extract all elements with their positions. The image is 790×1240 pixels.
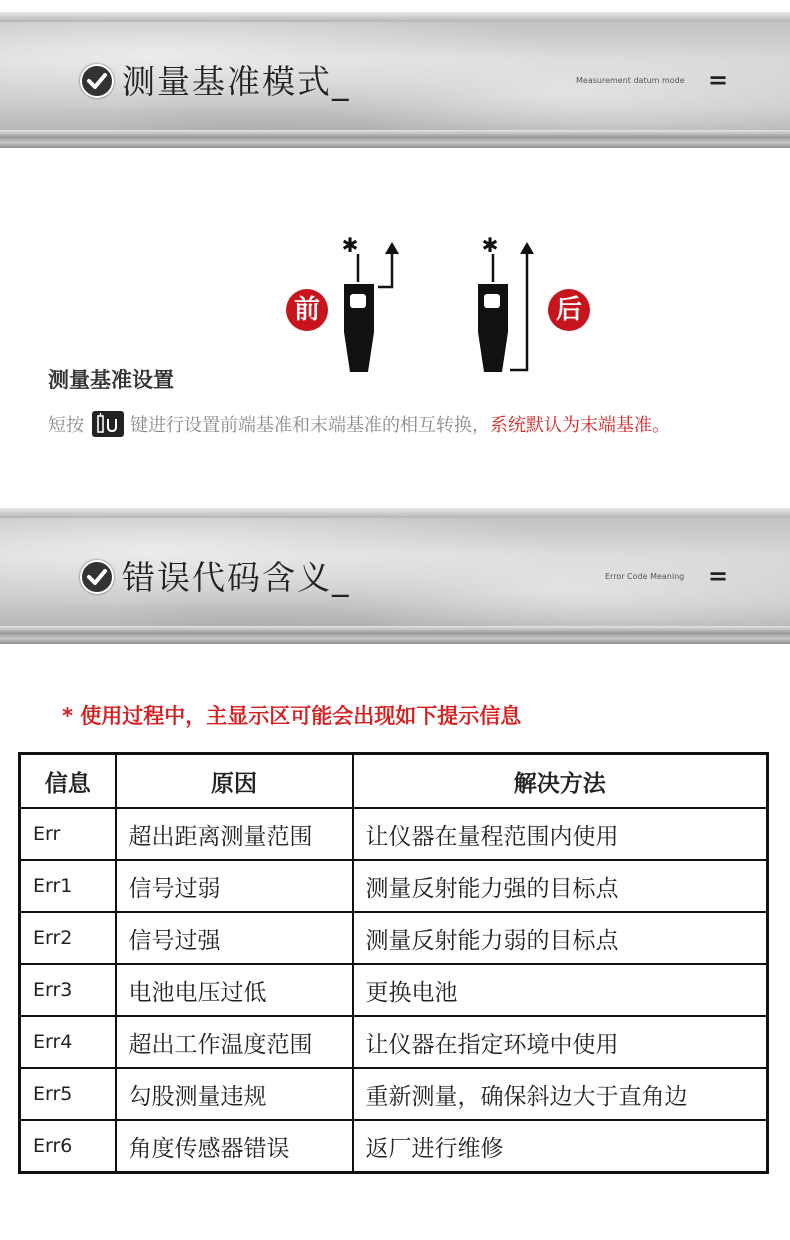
header-solution: 解决方法 xyxy=(353,754,768,809)
desc-end: 。 xyxy=(652,415,670,436)
header-info: 信息 xyxy=(20,754,116,809)
error-solution: 测量反射能力弱的目标点 xyxy=(353,912,768,964)
check-icon xyxy=(80,560,114,594)
laser-icon xyxy=(342,233,359,282)
error-cause: 勾股测量违规 xyxy=(116,1068,353,1120)
error-cause: 角度传感器错误 xyxy=(116,1120,353,1173)
arrow-up-icon xyxy=(378,242,399,287)
error-solution: 重新测量，确保斜边大于直角边 xyxy=(353,1068,768,1120)
error-solution: 返厂进行维修 xyxy=(353,1120,768,1173)
front-badge: 前 xyxy=(286,289,328,331)
desc-default: 系统默认为末端基准 xyxy=(490,415,652,436)
section-title: 测量基准模式_ xyxy=(122,62,351,101)
table-header-row xyxy=(20,754,768,809)
check-icon xyxy=(80,64,114,98)
datum-heading: 测量基准设置 xyxy=(48,368,174,392)
error-cause: 超出工作温度范围 xyxy=(116,1016,353,1068)
table-row xyxy=(20,808,768,860)
table-row xyxy=(20,912,768,964)
datum-key-icon xyxy=(92,411,124,437)
error-cause: 信号过强 xyxy=(116,912,353,964)
laser-icon xyxy=(482,233,499,282)
error-solution: 测量反射能力强的目标点 xyxy=(353,860,768,912)
menu-icon: = xyxy=(708,66,729,94)
error-cause: 超出距离测量范围 xyxy=(116,808,353,860)
section-banner-errors xyxy=(0,508,790,644)
svg-text:✱: ✱ xyxy=(481,233,499,257)
notice-text: * 使用过程中，主显示区可能会出现如下提示信息 xyxy=(62,704,522,728)
table-row xyxy=(20,1120,768,1173)
device-front-icon xyxy=(344,284,374,372)
error-solution: 更换电池 xyxy=(353,964,768,1016)
table-row xyxy=(20,964,768,1016)
error-code: Err6 xyxy=(20,1120,116,1173)
rear-badge: 后 xyxy=(548,289,590,331)
section-subtitle: Error Code Meaning xyxy=(605,572,685,581)
error-code: Err5 xyxy=(20,1068,116,1120)
arrow-up-icon xyxy=(510,242,534,370)
header-cause: 原因 xyxy=(116,754,353,809)
error-code-table xyxy=(18,752,769,1174)
svg-text:✱: ✱ xyxy=(341,233,359,257)
desc-mid: 键进行设置前端基准和末端基准的相互转换， xyxy=(130,415,490,436)
error-code: Err3 xyxy=(20,964,116,1016)
error-solution: 让仪器在量程范围内使用 xyxy=(353,808,768,860)
menu-icon: = xyxy=(708,562,729,590)
error-cause: 电池电压过低 xyxy=(116,964,353,1016)
table-row xyxy=(20,1068,768,1120)
table-row xyxy=(20,1016,768,1068)
error-cause: 信号过弱 xyxy=(116,860,353,912)
error-code: Err2 xyxy=(20,912,116,964)
section-banner-datum xyxy=(0,12,790,148)
error-code: Err4 xyxy=(20,1016,116,1068)
section-subtitle: Measurement datum mode xyxy=(576,76,685,85)
device-rear-icon xyxy=(478,284,508,372)
error-solution: 让仪器在指定环境中使用 xyxy=(353,1016,768,1068)
table-row xyxy=(20,860,768,912)
desc-prefix: 短按 xyxy=(48,415,84,436)
error-code: Err1 xyxy=(20,860,116,912)
datum-diagram xyxy=(330,232,550,377)
error-code: Err xyxy=(20,808,116,860)
section-title: 错误代码含义_ xyxy=(122,558,351,597)
datum-description xyxy=(48,411,670,437)
